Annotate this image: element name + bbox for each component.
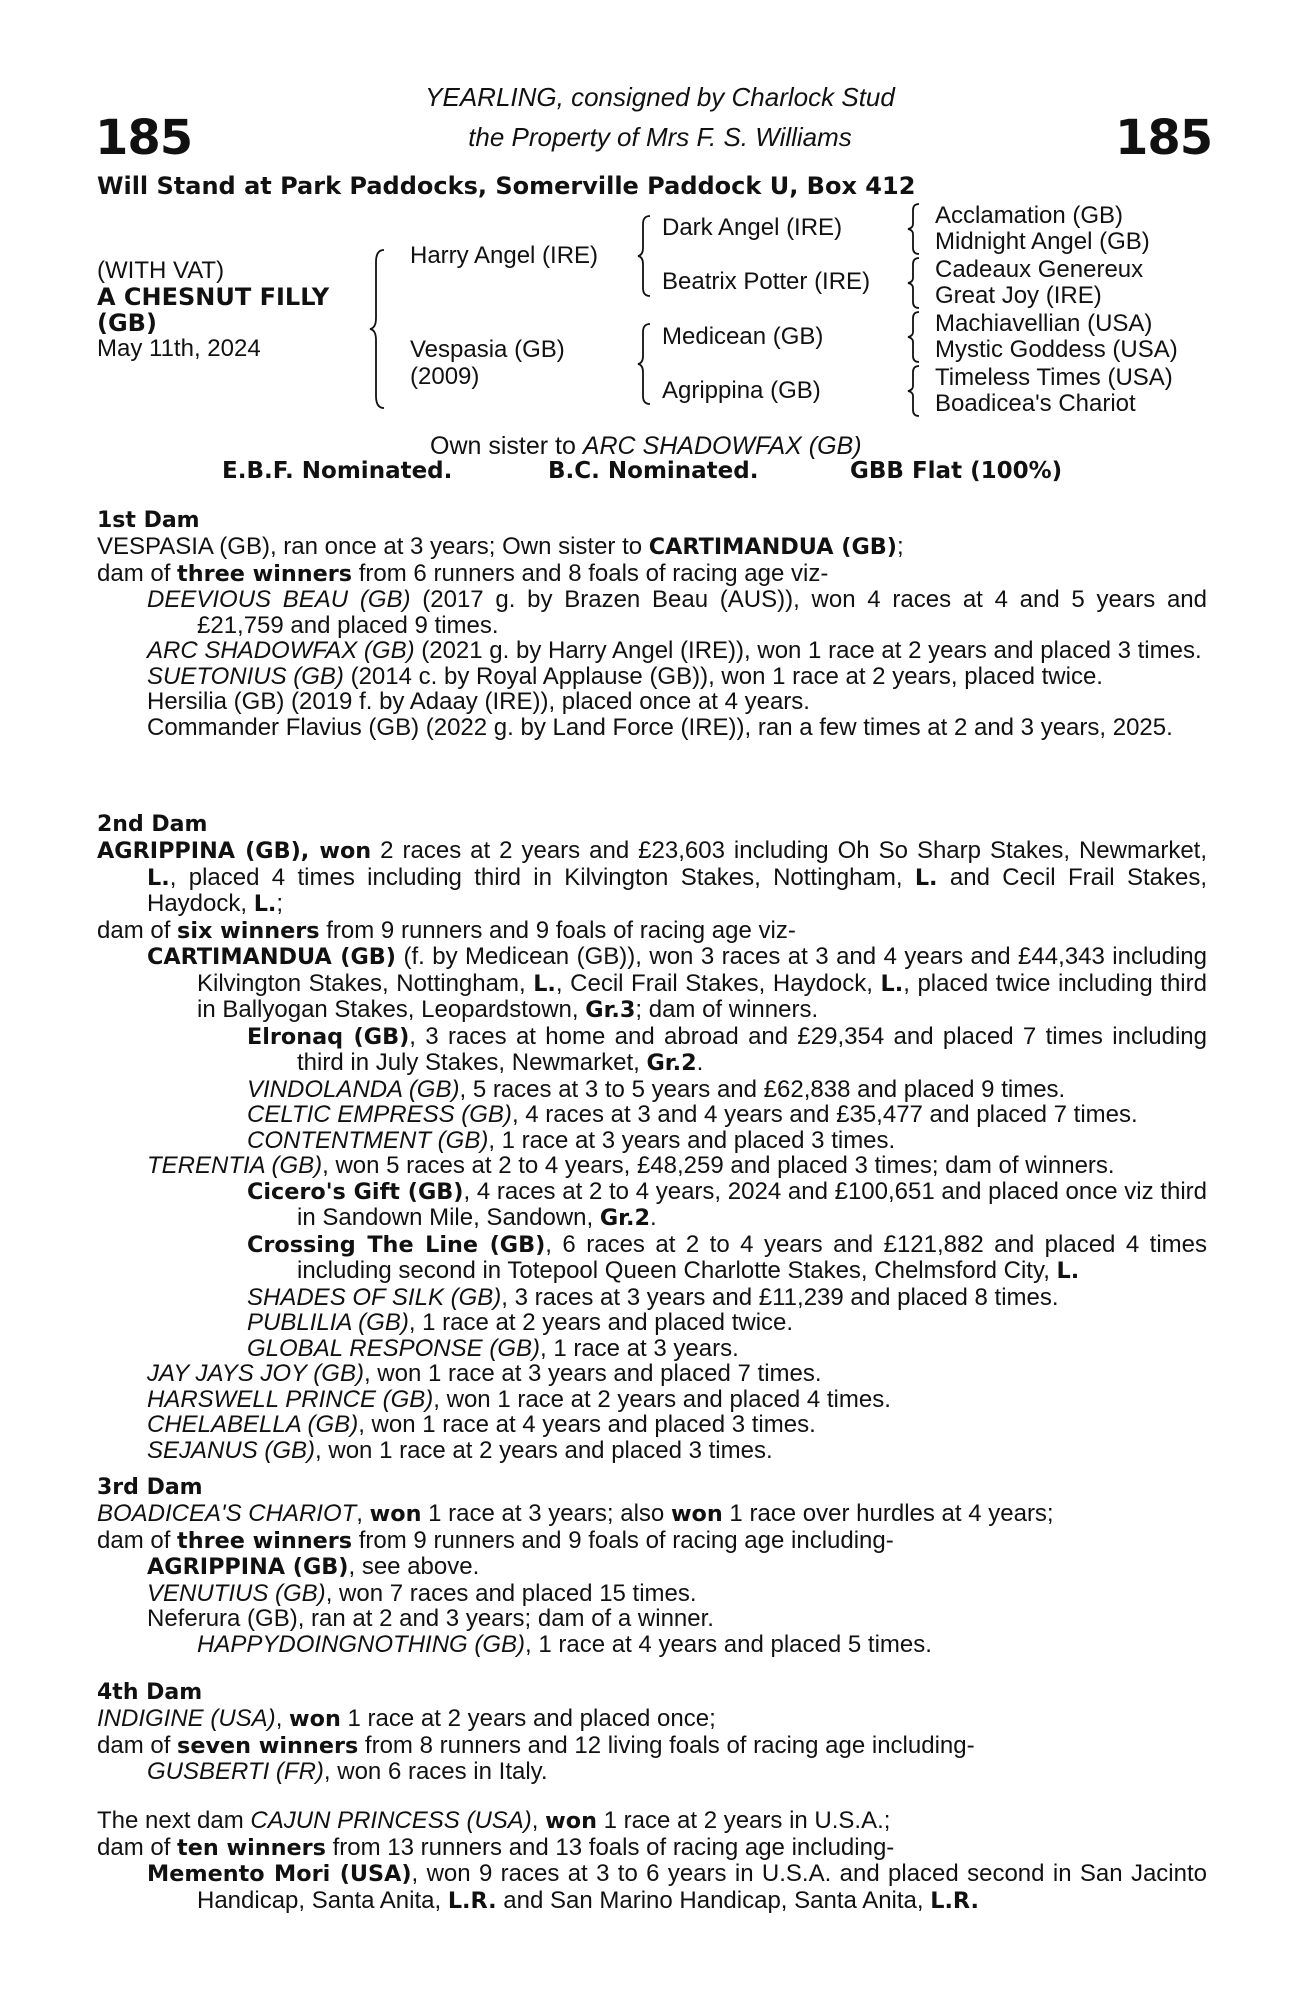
sire: Harry Angel (IRE) — [410, 242, 599, 269]
pedigree-brace-dd — [906, 364, 922, 418]
produce-entry: VENUTIUS (GB), won 7 races and placed 15 times. — [147, 1579, 697, 1607]
foaling-date: May 11th, 2024 — [97, 335, 261, 362]
first-dam-section — [97, 508, 1207, 740]
grand-produce-entry: Cicero's Gift (GB), 4 races at 2 to 4 years, 2024 and £100,651 and placed once viz third in Sandown Mile, Sandown, Gr.2. — [247, 1177, 1207, 1231]
sd-sire: Cadeaux Genereux — [935, 256, 1144, 283]
bc-nomination: B.C. Nominated. — [548, 458, 759, 484]
pedigree-brace-ss — [906, 202, 922, 256]
grand-produce-entry: PUBLILIA (GB), 1 race at 2 years and placed twice. — [247, 1309, 794, 1336]
grand-produce-entry: Crossing The Line (GB), 6 races at 2 to 4 years and £121,882 and placed 4 times including second in Totepool Queen Charlotte Stakes, Chelmsford City, L. — [247, 1230, 1207, 1284]
vat-status: (WITH VAT) — [97, 257, 225, 284]
third-dam-heading: 3rd Dam — [97, 1475, 203, 1500]
pedigree-brace-main — [368, 248, 388, 410]
produce-entry: Commander Flavius (GB) (2022 g. by Land Force (IRE)), ran a few times at 2 and 3 years, 2025. — [147, 713, 1173, 741]
second-dam-section — [97, 812, 1207, 1463]
pedigree-brace-ds — [906, 310, 922, 364]
owner-line: the Property of Mrs F. S. Williams — [468, 122, 852, 152]
fourth-dam-heading: 4th Dam — [97, 1680, 203, 1705]
pedigree-brace-dam — [636, 322, 654, 406]
grand-produce-entry: CELTIC EMPRESS (GB), 4 races at 3 and 4 years and £35,477 and placed 7 times. — [247, 1101, 1138, 1128]
pedigree-brace-sire — [636, 214, 654, 298]
first-dam-produce-summary: dam of three winners from 6 runners and 8 foals of racing age viz- — [97, 559, 829, 587]
produce-entry: Memento Mori (USA), won 9 races at 3 to 6 years in U.S.A. and placed second in San Jacinto Handicap, Santa Anita, L.R. and San Marino Handicap, Santa Anita, L.R. — [147, 1860, 1207, 1914]
sire-dam: Beatrix Potter (IRE) — [662, 268, 871, 295]
produce-entry: Hersilia (GB) (2019 f. by Adaay (IRE)), placed once at 4 years. — [147, 688, 810, 715]
next-dam-produce-summary: dam of ten winners from 13 runners and 13 foals of racing age including- — [97, 1833, 895, 1861]
produce-entry: GUSBERTI (FR), won 6 races in Italy. — [147, 1758, 548, 1785]
produce-entry: SEJANUS (GB), won 1 race at 2 years and placed 3 times. — [147, 1436, 773, 1464]
fourth-dam-produce-summary: dam of seven winners from 8 runners and 12 living foals of racing age including- — [97, 1731, 975, 1759]
dam-year: (2009) — [410, 363, 480, 390]
third-dam-produce-summary: dam of three winners from 9 runners and 9 foals of racing age including- — [97, 1526, 894, 1554]
ebf-nomination: E.B.F. Nominated. — [222, 458, 453, 484]
produce-entry: JAY JAYS JOY (GB), won 1 race at 3 years and placed 7 times. — [147, 1360, 822, 1387]
produce-entry: Neferura (GB), ran at 2 and 3 years; dam of a winner. — [147, 1605, 714, 1632]
first-dam-line1: VESPASIA (GB), ran once at 3 years; Own sister to CARTIMANDUA (GB); — [97, 533, 904, 560]
second-dam-record: AGRIPPINA (GB), won 2 races at 2 years and £23,603 including Oh So Sharp Stakes, Newmarket, L., placed 4 times including third in Kilvington Stakes, Nottingham, L. and Cecil Frail Stakes, Haydock, L.; — [97, 837, 1208, 917]
dam: Vespasia (GB) — [410, 336, 565, 363]
produce-entry: CHELABELLA (GB), won 1 race at 4 years and placed 3 times. — [147, 1411, 816, 1438]
produce-entry: CARTIMANDUA (GB) (f. by Medicean (GB)), won 3 races at 3 and 4 years and £44,343 including Kilvington Stakes, Nottingham, L., Cecil Frail Stakes, Haydock, L., placed twice including third in Ballyogan Stakes, Leopardstown, Gr.3; dam of winners. — [147, 943, 1207, 1023]
pedigree-brace-sd — [906, 256, 922, 310]
fourth-dam-record: INDIGINE (USA), won 1 race at 2 years and placed once; — [97, 1705, 716, 1732]
next-dam-section — [97, 1808, 1207, 1914]
second-dam-heading: 2nd Dam — [97, 812, 208, 837]
produce-entry: HARSWELL PRINCE (GB), won 1 race at 2 years and placed 4 times. — [147, 1385, 891, 1413]
grand-produce-entry: Elronaq (GB), 3 races at home and abroad and £29,354 and placed 7 times including third in July Stakes, Newmarket, Gr.2. — [247, 1022, 1207, 1076]
ss-dam: Midnight Angel (GB) — [935, 228, 1150, 255]
own-sister-prefix: Own sister to — [430, 432, 583, 460]
horse-description: A CHESNUT FILLY — [97, 283, 330, 311]
produce-entry: AGRIPPINA (GB), see above. — [147, 1553, 480, 1580]
horse-origin: (GB) — [97, 309, 157, 337]
grand-produce-entry: SHADES OF SILK (GB), 3 races at 3 years and £11,239 and placed 8 times. — [247, 1283, 1059, 1311]
fourth-dam-section — [97, 1680, 1207, 1785]
lot-number-left: 185 — [95, 110, 193, 166]
first-dam-heading: 1st Dam — [97, 508, 200, 533]
third-dam-record: BOADICEA'S CHARIOT, won 1 race at 3 years; also won 1 race over hurdles at 4 years; — [97, 1500, 1054, 1527]
produce-entry: DEEVIOUS BEAU (GB) (2017 g. by Brazen Beau (AUS)), won 4 races at 4 and 5 years and £21,759 and placed 9 times. — [147, 586, 1207, 639]
ds-sire: Machiavellian (USA) — [935, 310, 1153, 337]
lot-number-right: 185 — [1115, 110, 1213, 166]
dam-dam: Agrippina (GB) — [662, 377, 821, 404]
dd-sire: Timeless Times (USA) — [935, 364, 1173, 391]
own-sister-note — [430, 432, 862, 461]
ss-sire: Acclamation (GB) — [935, 202, 1124, 229]
dam-sire: Medicean (GB) — [662, 323, 824, 350]
grand-produce-entry: CONTENTMENT (GB), 1 race at 3 years and placed 3 times. — [247, 1126, 896, 1154]
gbb-status: GBB Flat (100%) — [850, 458, 1063, 484]
stable-location: Will Stand at Park Paddocks, Somerville Paddock U, Box 412 — [97, 172, 916, 200]
own-sister-name: ARC SHADOWFAX (GB) — [582, 432, 862, 460]
sire-sire: Dark Angel (IRE) — [662, 214, 843, 241]
sd-dam: Great Joy (IRE) — [935, 282, 1102, 309]
produce-entry: ARC SHADOWFAX (GB) (2021 g. by Harry Angel (IRE)), won 1 race at 2 years and placed 3 times. — [147, 637, 1202, 664]
grand-produce-entry: GLOBAL RESPONSE (GB), 1 race at 3 years. — [247, 1334, 739, 1362]
ds-dam: Mystic Goddess (USA) — [935, 336, 1178, 363]
second-dam-produce-summary: dam of six winners from 9 runners and 9 foals of racing age viz- — [97, 916, 796, 944]
dd-dam: Boadicea's Chariot — [935, 390, 1136, 417]
grand-produce-entry: HAPPYDOINGNOTHING (GB), 1 race at 4 years and placed 5 times. — [197, 1630, 932, 1658]
next-dam-record: The next dam CAJUN PRINCESS (USA), won 1 race at 2 years in U.S.A.; — [97, 1807, 891, 1834]
grand-produce-entry: VINDOLANDA (GB), 5 races at 3 to 5 years and £62,838 and placed 9 times. — [247, 1075, 1066, 1103]
produce-entry: SUETONIUS (GB) (2014 c. by Royal Applause (GB)), won 1 race at 2 years, placed twice. — [147, 662, 1103, 690]
produce-entry: TERENTIA (GB), won 5 races at 2 to 4 years, £48,259 and placed 3 times; dam of winners. — [147, 1152, 1115, 1179]
third-dam-section — [97, 1475, 1207, 1657]
consignment-line: YEARLING, consigned by Charlock Stud — [425, 82, 895, 112]
